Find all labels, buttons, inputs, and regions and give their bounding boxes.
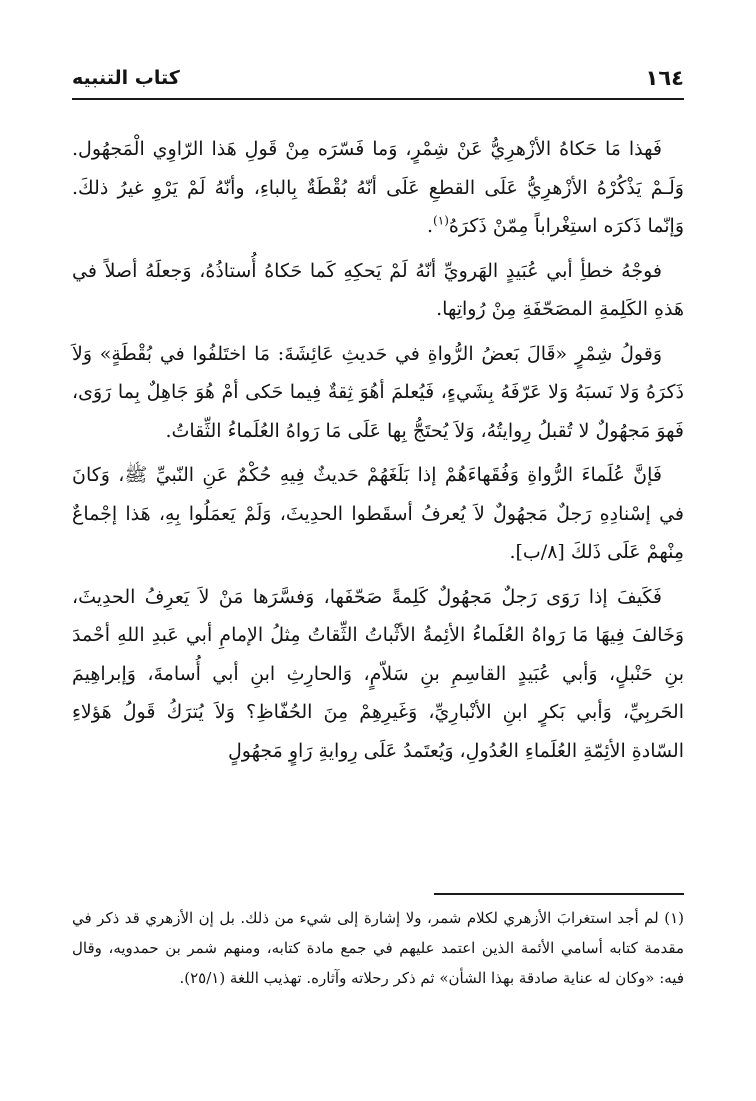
paragraph	[72, 578, 684, 771]
running-header	[72, 62, 684, 102]
paragraph	[72, 335, 684, 451]
header-divider	[72, 98, 684, 100]
paragraph-text: فوجْهُ خطأِ أبي عُبَيدٍ الهَرويِّ أنّهُ لَمْ يَحكِهِ كَما حَكاهُ أُستاذُهُ، وَجعلَهُ أصلاً في هَذهِ الكَلِمةِ المصَحّفَةِ مِنْ رُواتِها.	[72, 259, 684, 320]
paragraph	[72, 252, 684, 329]
paragraph-text-end: .	[427, 215, 434, 237]
paragraph-text: وَقولُ شِمْرٍ «قَالَ بَعضُ الرُّواةِ في حَديثِ عَائِشَةَ: مَا اختَلفُوا في بُقْطَةٍ» وَلاَ ذَكرَهُ وَلا نَسبَهُ وَلا عَرّفَهُ بِشَيءٍ، فَيُعلمَ أهُوَ ثِقةٌ فِيما حَكى أمْ هُوَ جَاهِلٌ بِما رَوَى، فَهوَ مَجهُولٌ لا تُقبلُ رِوايتُهُ، وَلاَ يُحتَجُّ بِها عَلَى مَا رَواهُ العُلَماءُ الثِّقاتُ.	[72, 342, 684, 442]
paragraph-text: فَإنَّ عُلَماءَ الرُّواةِ وَفُقَهاءَهُمْ إذا بَلَغَهُمْ حَديثٌ فِيهِ حُكْمٌ عَنِ النّبيِّ ﷺ، وَكانَ في إسْنادِهِ رَجلٌ مَجهُولٌ لاَ يُعرفُ أسقَطوا الحدِيثَ، وَلَمْ يَعمَلُوا بِهِ، هَذا إجْماعٌ مِنْهمْ عَلَى ذَلكَ [٨/ب].	[72, 464, 684, 563]
paragraph	[72, 456, 684, 572]
paragraph	[72, 130, 684, 246]
footnote-text: (١) لم أجد استغرابَ الأزهري لكلام شمر، ولا إشارة إلى شيء من ذلك. بل إن الأزهري قد ذكر في مقدمة كتابه أسامي الأئمة الذين اعتمد عليهم في جمع مادة كتابه، ومنهم شمر بن حمدويه، وقال فيه: «وكان له عناية صادقة بهذا الشأن» ثم ذكر رحلاته وآثاره. تهذيب اللغة (٢٥/١).	[72, 909, 684, 987]
paragraph-text: فَكَيفَ إذا رَوَى رَجلٌ مَجهُولٌ كَلِمةً صَحّفَها، وَفسَّرَها مَنْ لاَ يَعرِفُ الحدِيثَ، وَخَالفَ فِيهَا مَا رَواهُ العُلَماءُ الأئِمةُ الأثْباتُ الثِّقاتُ مِثلُ الإمامِ أبي عَبدِ اللهِ أحْمدَ بنِ حَنْبلٍ، وَأبي عُبَيدٍ القاسِمِ بنِ سَلاّمٍ، وَالحارِثِ ابنِ أبي أُسامةَ، وَإبراهِيمَ الحَربِيِّ، وَأبي بَكرٍ ابنِ الأنْبارِيِّ، وَغَيرِهِمْ مِنَ الحُفّاظِ؟ وَلاَ يُترَكُ قَولُ هَؤلاءِ السّادةِ الأئِمّةِ العُلَماءِ العُدُولِ، وَيُعتَمدُ عَلَى رِوايةِ رَاوٍ مَجهُولٍ	[72, 585, 684, 762]
book-title: كتاب التنبيه	[72, 67, 180, 89]
paragraph-text: فَهذا مَا حَكاهُ الأزْهرِيُّ عَنْ شِمْرٍ، وَما فَسّرَه مِنْ قَولِ هَذا الرّاوِي الْمَجهُول. وَلَـمْ يَذْكُرْهُ الأزْهرِيُّ عَلَى القطعِ عَلَى أنّهُ بُقْطَةٌ بِالباءِ، وأنّهُ لَمْ يَرْوِ غيرُ ذلكَ. وَإنّما ذَكرَه استِغْراباً مِمّنْ ذَكرَهُ	[72, 138, 684, 237]
page-number: ١٦٤	[645, 66, 684, 90]
footnote-reference: (١)	[433, 213, 449, 228]
main-text	[72, 130, 684, 776]
footnote-divider	[434, 893, 684, 895]
footnote	[72, 903, 684, 993]
